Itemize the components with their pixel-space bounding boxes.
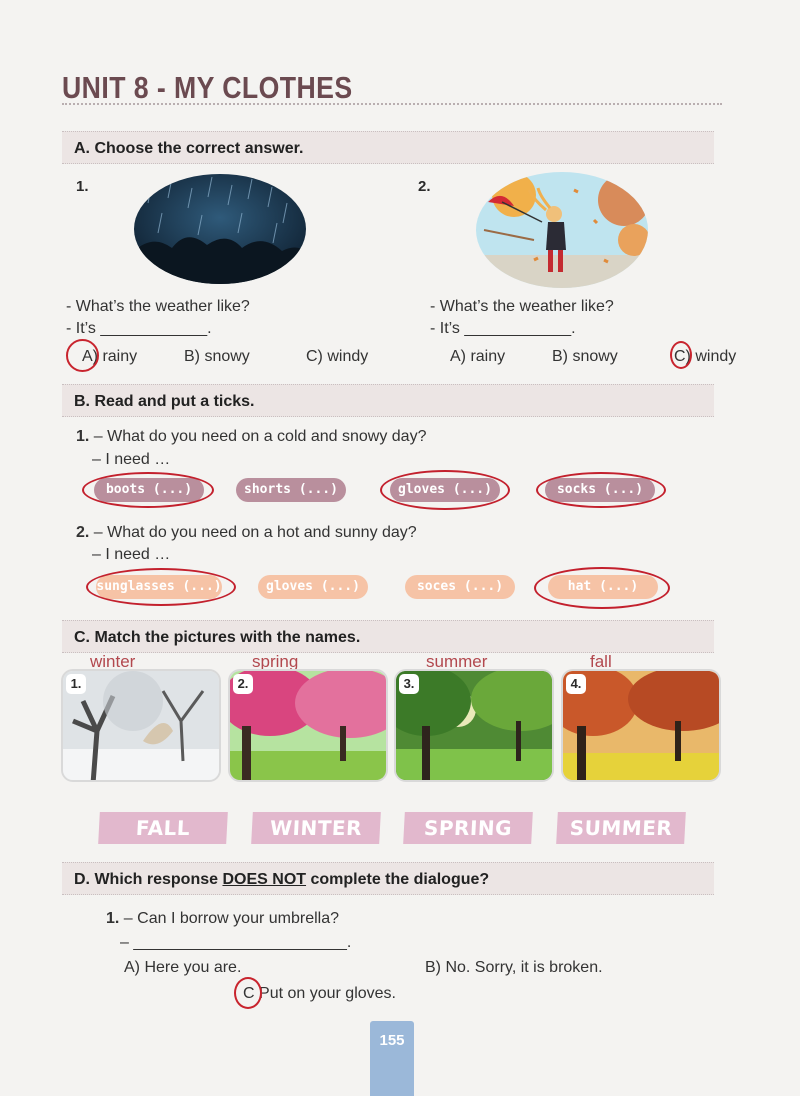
question-text	[76, 524, 417, 542]
page-title: UNIT 8 - MY CLOTHES	[62, 70, 353, 105]
clothing-item[interactable]: gloves (...)	[258, 575, 368, 599]
option-a[interactable]: A) rainy	[82, 348, 138, 365]
season-name-tag[interactable]: SPRING	[403, 812, 533, 844]
clothing-item[interactable]: shorts (...)	[236, 478, 346, 502]
answer-blank: - It’s ____________.	[66, 320, 212, 337]
selection-circle	[82, 472, 214, 508]
option-b[interactable]: B) snowy	[184, 348, 250, 365]
question-body: – What do you need on a cold and snowy day?	[93, 428, 427, 445]
heading-text: complete the dialogue?	[306, 871, 490, 888]
answer-prompt: – I need …	[92, 451, 171, 468]
answer-circle	[66, 339, 99, 372]
season-name-tag[interactable]: FALL	[98, 812, 228, 844]
option-letter: C	[243, 985, 255, 1002]
selection-circle	[86, 568, 236, 606]
question-text: - What’s the weather like?	[66, 298, 250, 315]
summer-photo	[394, 669, 554, 782]
spring-photo	[228, 669, 388, 782]
title-divider	[62, 103, 722, 105]
clothing-item[interactable]: gloves (...)	[390, 478, 500, 502]
question-body: – What do you need on a hot and sunny day?	[93, 524, 417, 541]
section-c-heading: C. Match the pictures with the names.	[62, 620, 714, 653]
photo-number: 2.	[233, 674, 253, 694]
question-body: – Can I borrow your umbrella?	[123, 910, 340, 927]
handwritten-answer: fall	[590, 652, 612, 671]
heading-emphasis: DOES NOT	[222, 871, 307, 888]
option-a[interactable]: A) Here you are.	[124, 959, 242, 976]
question-number: 2.	[418, 178, 431, 195]
photo-number: 3.	[399, 674, 419, 694]
answer-prompt: – I need …	[92, 546, 171, 563]
clothing-item[interactable]: socks (...)	[545, 478, 655, 502]
question-number: 2.	[76, 524, 90, 541]
answer-blank: - It’s ____________.	[430, 320, 576, 337]
question-number: 1.	[106, 910, 120, 927]
option-c[interactable]	[243, 985, 396, 1003]
winter-photo	[61, 669, 221, 782]
section-b-heading: B. Read and put a ticks.	[62, 384, 714, 417]
option-a[interactable]: A) rainy	[450, 348, 506, 365]
clothing-item[interactable]: soces (...)	[405, 575, 515, 599]
option-b[interactable]: B) snowy	[552, 348, 618, 365]
option-text: Put on your gloves.	[259, 985, 396, 1002]
clothing-item[interactable]: sunglasses (...)	[96, 575, 222, 599]
answer-circle	[234, 977, 262, 1009]
fall-photo	[561, 669, 721, 782]
clothing-item[interactable]: hat (...)	[548, 575, 658, 599]
selection-circle	[534, 567, 670, 609]
handwritten-answer: spring	[252, 652, 299, 671]
option-c[interactable]: C) windy	[306, 348, 369, 365]
question-text	[106, 910, 339, 928]
question-text	[76, 428, 426, 446]
answer-circle	[670, 341, 692, 369]
page-number: 155	[379, 1032, 405, 1049]
answer-blank: – ________________________.	[120, 934, 352, 951]
option-b[interactable]: B) No. Sorry, it is broken.	[425, 959, 603, 976]
selection-circle	[380, 470, 510, 510]
selection-circle	[536, 472, 666, 508]
photo-number: 4.	[566, 674, 586, 694]
clothing-item[interactable]: boots (...)	[94, 478, 204, 502]
rainy-weather-image	[132, 173, 308, 285]
season-name-tag[interactable]: SUMMER	[556, 812, 686, 844]
handwritten-answer: winter	[90, 652, 136, 671]
question-text: - What’s the weather like?	[430, 298, 614, 315]
question-number: 1.	[76, 428, 90, 445]
option-c[interactable]: C) windy	[674, 348, 737, 365]
section-a-heading: A. Choose the correct answer.	[62, 131, 714, 164]
handwritten-answer: summer	[426, 652, 488, 671]
section-d-heading	[62, 862, 714, 895]
question-number: 1.	[76, 178, 89, 195]
season-name-tag[interactable]: WINTER	[251, 812, 381, 844]
windy-weather-image	[474, 170, 650, 290]
heading-text: D. Which response	[74, 871, 223, 888]
photo-number: 1.	[66, 674, 86, 694]
